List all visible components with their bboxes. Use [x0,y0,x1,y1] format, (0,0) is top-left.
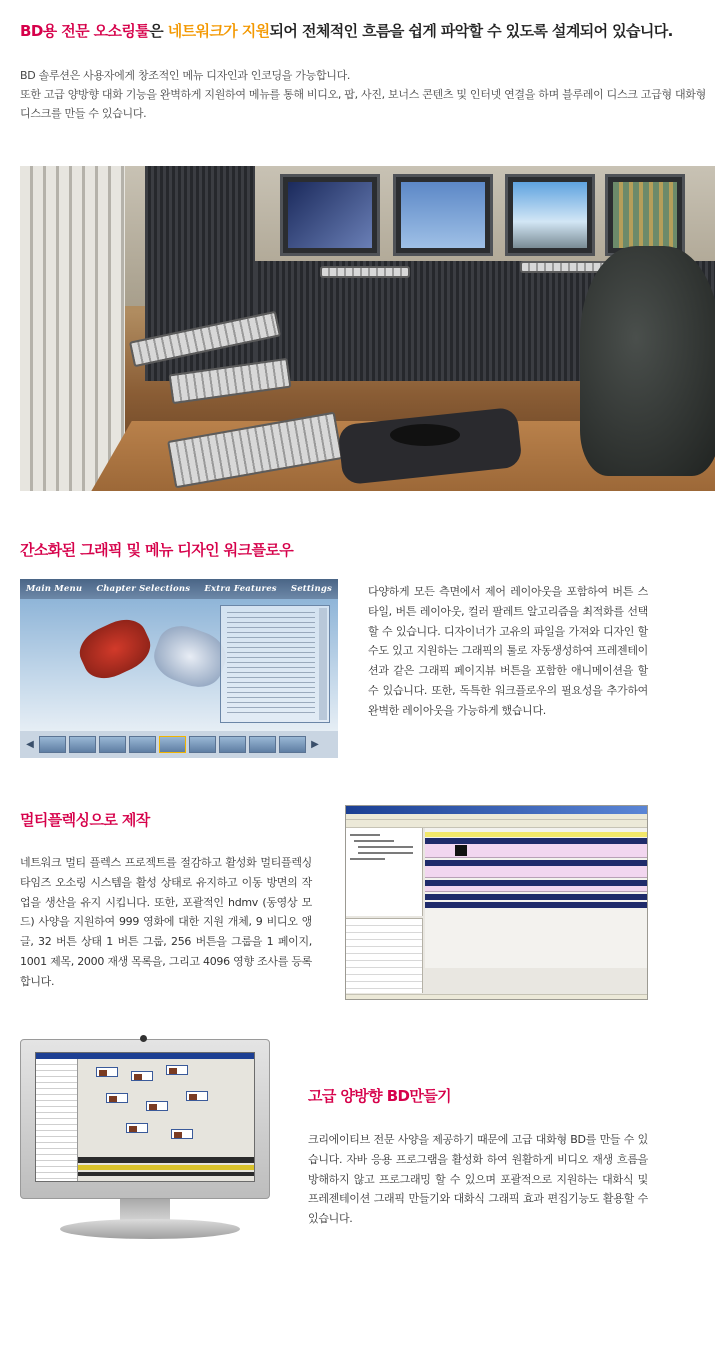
section-menu-design-body: 다양하게 모든 측면에서 제어 레이아웃을 포함하여 버튼 스타일, 버튼 레이아웃, 컬러 팔레트 알고리즘을 최적화를 선택할 수 있습니다. 디자이너가 고유의 파일을 가져와 디자인 할 수도 있고 지원하는 그래픽의 툴로 자동생성하여 프레젠테이션과 같은 그래픽 페이지뷰 버튼을 포함한 애니메이션을 할 수 있습니다. 또한, 독특한 워크플로우의 필요성을 추가하여 완벽한 레이아웃을 가능하게 했습니다. [368,585,648,717]
app-shot-pg-track [425,886,648,892]
menu-mock-thumb [129,736,156,753]
app-shot-project-tree [346,828,423,916]
app-shot-ruler [425,832,648,837]
menu-mock-left-arrow-icon: ◀ [26,739,34,750]
monitor-camera [140,1035,147,1042]
section-menu-design-title: 간소화된 그래픽 및 메뉴 디자인 워크플로우 [20,541,294,559]
app-shot-statusbar [346,994,648,1000]
photo-chair [580,246,715,476]
menu-mock-scrollbar [319,608,327,720]
section-multiplexing-body: 네트워크 멀티 플렉스 프로젝트를 절감하고 활성화 멀티플렉싱 타임즈 오소링 시스템을 활성 상태로 유지하고 이동 방면의 작업을 생산을 유지 시킵니다. 또한, 포괄적인 hdmv (동영상 모드) 사양을 지원하여 999 영화에 대한 지원 개체, 9 비디오 앵글, 32 버튼 상태 1 버튼 그룹, 256 버튼을 그룹을 1 페이지, 1001 제목, 2000 재생 목록을, 그리고 4096 영향 조사를 등록합니다. [20,856,312,988]
section-interactive-bd-title: 고급 양방향 BD만들기 [308,1087,452,1105]
photo-monitor-1 [280,174,380,256]
app-shot-properties-panel [346,918,423,993]
monitor-screen-node [106,1093,128,1103]
app-shot-track-header [425,902,648,908]
app-shot-titlebar [346,806,648,814]
monitor-screen-timeline-strip-2 [78,1165,255,1170]
page-headline [20,20,710,41]
photo-monitor-4 [605,174,685,256]
menu-mock-thumbnail-strip [20,731,338,758]
headline-rest: 되어 전체적인 흐름을 쉽게 파악할 수 있도록 설계되어 있습니다. [269,22,673,40]
menu-mock-thumb [99,736,126,753]
intro-line-2: 또한 고급 양방향 대화 기능을 완벽하게 지원하여 메뉴를 통해 비디오, 팝, 사진, 보너스 콘텐츠 및 인터넷 연결을 하며 블루레이 디스크 고급형 대화형 디스크를 만들 수 있습니다. [20,88,706,120]
app-shot-tree-row [354,840,394,842]
app-shot-tree-row [358,852,413,854]
photo-window-blinds [20,166,125,491]
monitor-screen-node [96,1067,118,1077]
menu-mock-right-arrow-icon: ▶ [311,739,319,750]
photo-monitor-3 [505,174,595,256]
monitor-screen-node [131,1071,153,1081]
monitor-stand-neck [120,1199,170,1221]
monitor-screen-sidebar [36,1059,78,1182]
menu-mock-text-panel [220,605,330,723]
monitor-screen-node [171,1129,193,1139]
menu-mock-text-lines [227,612,315,716]
photo-keyboard-3 [320,266,410,278]
monitor-screen-node [146,1101,168,1111]
photo-monitor-2 [393,174,493,256]
menu-mock-thumb [189,736,216,753]
monitor-screen-node [186,1091,208,1101]
monitor-screen-node [126,1123,148,1133]
headline-product: BD용 전문 오소링툴 [20,22,150,40]
menu-mock-thumb [39,736,66,753]
app-shot-toolbar [346,820,648,828]
menu-mock-chapter-selections: Chapter Selections [96,584,191,594]
menu-mock-extra-features: Extra Features [204,584,277,594]
app-shot-tree-row [358,846,413,848]
menu-mock-main-menu: Main Menu [26,584,83,594]
menu-mock-thumb [219,736,246,753]
menu-mock-thumb [279,736,306,753]
app-shot-video-clip [455,845,467,856]
monitor-bezel [20,1039,270,1199]
monitor-screen-timeline-strip [78,1157,255,1163]
monitor-screen-node [166,1065,188,1075]
photo-mouse [390,424,460,446]
control-room-photo [20,166,715,491]
intro-text [20,66,715,123]
monitor-product-photo [20,1035,282,1245]
section-multiplexing-title: 멀티플렉싱으로 제작 [20,811,150,829]
intro-line-1: BD 솔루션은 사용자에게 창조적인 메뉴 디자인과 인코딩을 가능합니다. [20,69,351,82]
menu-mock-thumb [69,736,96,753]
authoring-app-screenshot [345,805,648,1000]
app-shot-tree-row [350,858,385,860]
menu-design-screenshot [20,579,338,758]
app-shot-audio-track [425,866,648,878]
app-shot-timeline [425,828,648,968]
app-shot-track-header [425,894,648,900]
headline-network: 네트워크가 지원 [167,22,270,40]
monitor-screen-timeline-strip-3 [78,1172,255,1176]
menu-mock-bar [20,579,338,599]
menu-mock-thumb-selected [159,736,186,753]
app-shot-tree-row [350,834,380,836]
menu-mock-settings: Settings [290,584,332,594]
headline-connector: 은 [149,22,168,40]
monitor-stand-base [60,1219,240,1239]
menu-mock-thumb [249,736,276,753]
monitor-screen [35,1052,255,1182]
section-interactive-bd-body: 크리에이티브 전문 사양을 제공하기 때문에 고급 대화형 BD를 만들 수 있습니다. 자바 응용 프로그램을 활성화 하여 원활하게 비디오 재생 흐름을 방해하지 않고 프로그래밍 할 수 있으며 포괄적으로 지원하는 대화식 및 프레젠테이션 그래픽 만들기와 대화식 그래픽 효과 편집기능도 활용할 수 있습니다. [308,1133,648,1226]
